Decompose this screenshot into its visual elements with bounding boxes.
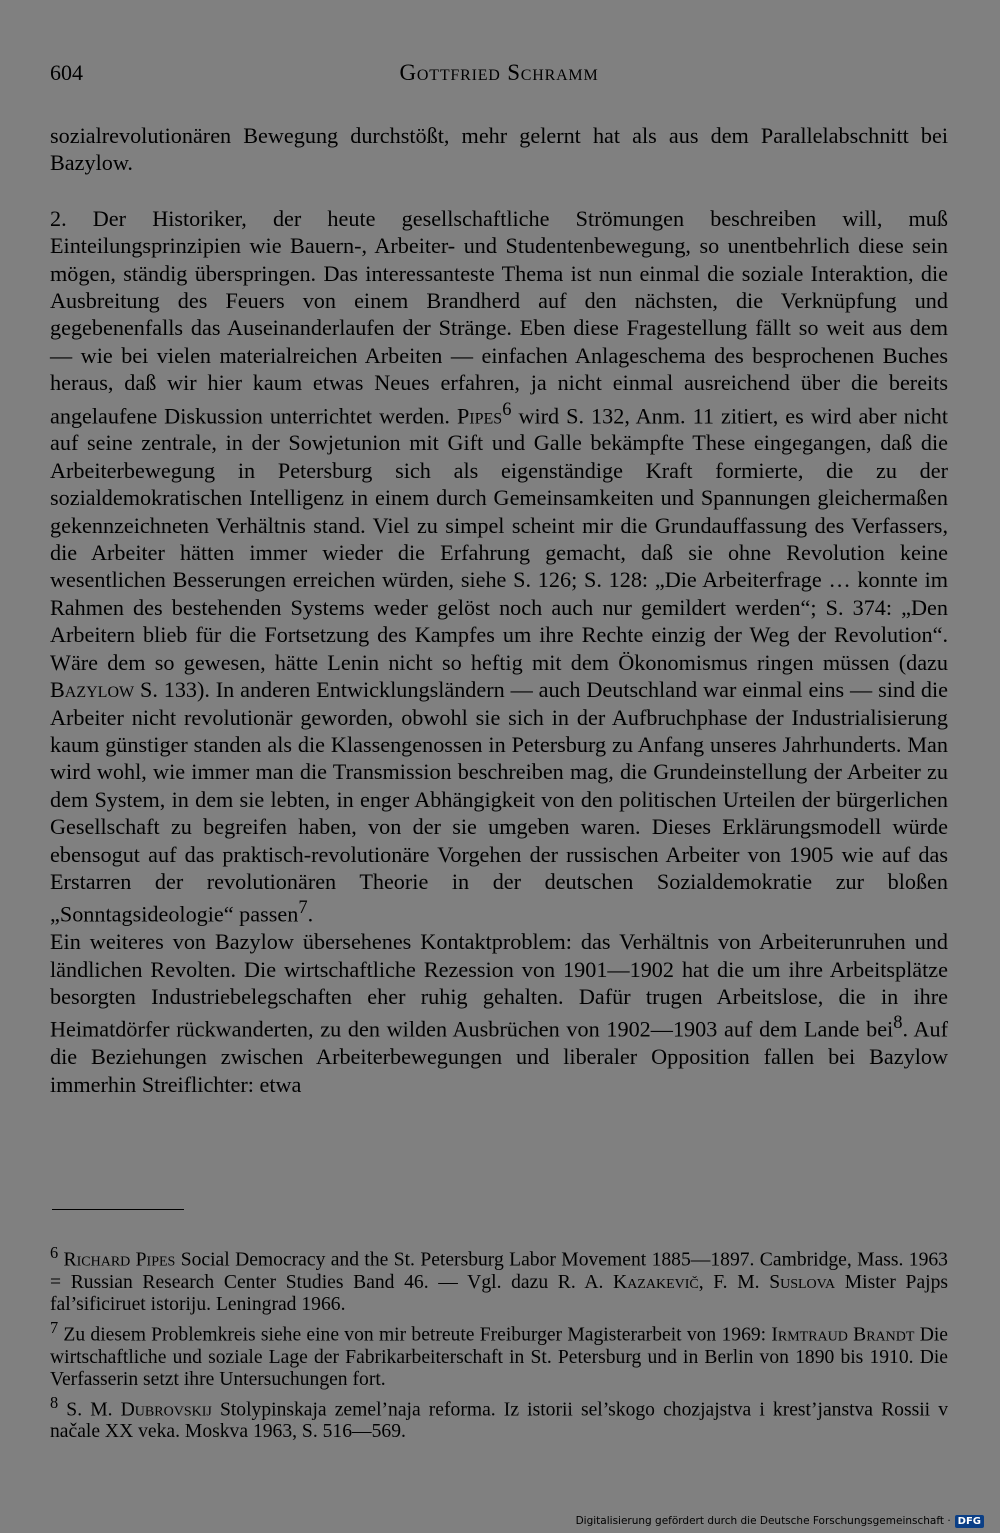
footnotes [50,1242,948,1444]
p2-end: . [307,901,314,927]
paragraph-2 [50,205,948,928]
digitization-credit [576,1514,984,1528]
dfg-logo-icon: DFG [955,1515,984,1528]
footnote-author: Irmtraud Brandt [771,1324,915,1346]
footnote-ref-8: 8 [893,1013,903,1034]
paragraph-continued: sozialrevolutionären Bewegung durchstößt, mehr gelernt hat als aus dem Parallelabschnitt bei Bazylow. [50,123,948,176]
footnote-separator [52,1209,184,1210]
page-number: 604 [50,60,83,85]
footnote-ref-6: 6 [502,399,512,420]
running-head-author: Gottfried Schramm [399,60,599,85]
footnote-7 [50,1317,948,1392]
footnote-author: Suslova [769,1271,836,1293]
footnote-text: Die wirtschaftliche und soziale Lage der Fabrikarbeiterschaft in St. Petersburg und in Berlin von 1890 bis 1910. Die Verfasserin setzt ihre Untersuchungen fort. [50,1324,948,1391]
footnote-6 [50,1242,948,1317]
author-name-pipes: Pipes [456,403,503,429]
footnote-ref-7: 7 [298,898,308,919]
credit-text: Digitalisierung gefördert durch die Deutsche Forschungsgemeinschaft · [575,1515,951,1527]
p2-text-1: 2. Der Historiker, der heute gesellschaftliche Strömungen beschreiben will, muß Einteilungsprinzipien wie Bauern-, Arbeiter- und Studentenbewegung, so unentbehrlich diese sein mögen, ständig überspringen. Das interessanteste Thema ist nun einmal die soziale Interaktion, die Ausbreitung des Feuers von einem Brandherd auf den nächsten, die Verknüpfung und gegebenenfalls das Auseinanderlaufen der Stränge. Eben diese Fragestellung fällt so weit aus dem — wie bei vielen materialreichen Arbeiten — einfachen Anlageschema des besprochenen Buches heraus, daß wir hier kaum etwas Neues erfahren, ja nicht einmal ausreichend über die bereits angelaufene Diskussion unterrichtet werden. [50,205,948,429]
p2-text-2: wird S. 132, Anm. 11 zitiert, es wird aber nicht auf seine zentrale, in der Sowjetunion mit Gift und Galle bekämpfte These eingegangen, daß die Arbeiterbewegung in Petersburg sich als eigenständige Kraft formierte, die zu der sozialdemokratischen Intelligenz in einem durch Gemeinsamkeiten und Spannungen gleichermaßen gekennzeichneten Verhältnis stand. Viel zu simpel scheint mir die Grundauffassung des Verfassers, die Arbeiter hätten immer wieder die Erfahrung gemacht, daß sie ohne Revolution keine wesentlichen Besserungen erreichen würden, siehe S. 126; S. 128: „Die Arbeiterfrage … konnte im Rahmen des bestehenden Systems weder gelöst noch auch nur gemildert werden“; S. 374: „Den Arbeitern blieb für die Fortsetzung des Kampfes um ihre Rechte einzig der Weg der Revolution“. Wäre dem so gewesen, hätte Lenin nicht so heftig mit dem Ökonomismus ringen müssen (dazu [50,403,948,675]
footnote-text: Social Democracy and the St. Petersburg Labor Movement 1885—1897. Cambridge, Mass. 1963 = Russian Research Center Studies Band 46. — Vgl. dazu R. A. [50,1249,948,1293]
footnote-text: Zu diesem Problemkreis siehe eine von mir betreute Freiburger Magisterarbeit von 1969: [63,1324,767,1346]
footnote-author: Kazakevič [613,1271,699,1293]
footnote-number: 7 [50,1317,59,1337]
running-header [50,56,948,90]
author-name-bazylow: Bazylow [50,677,135,703]
footnote-author: Dubrovskij [120,1399,212,1421]
p2-text-3: S. 133). In anderen Entwicklungsländern — auch Deutschland war einmal eins — sind die Arbeiter nicht revolutionär geworden, obwohl sie sich in der Aufbruchphase der Industrialisierung kaum günstiger standen als die Klassengenossen in Petersburg zu Anfang unseres Jahrhunderts. Man wird wohl, wie immer man die Transmission beschreiben mag, die Grundeinstellung der Arbeiter zu dem System, in dem sie lebten, in enger Abhängigkeit von den politischen Urteilen der bürgerlichen Gesellschaft zu begreifen haben, von der sie umgeben waren. Dieses Erklärungsmodell würde ebensogut auf das praktisch-revolutionäre Vorgehen der russischen Arbeiter von 1905 wie auf das Erstarren der revolutionären Theorie in der deutschen Sozialdemokratie zur bloßen „Sonntagsideologie“ passen [50,677,949,927]
p3-text-1: Ein weiteres von Bazylow übersehenes Kontaktproblem: das Verhältnis von Arbeiterunruhen und ländlichen Revolten. Die wirtschaftliche Rezession von 1901—1902 hat die um ihre Arbeitsplätze besorgten Industriebelegschaften eher ruhig gehalten. Dafür trugen Arbeitslose, die in ihre Heimatdörfer rückwanderten, zu den wilden Ausbrüchen von 1902—1903 auf dem Lande bei [50,929,948,1042]
footnote-8 [50,1392,948,1444]
footnote-text: Stolypinskaja zemel’naja reforma. Iz istorii sel’skogo chozjajstva i krest’janstva Rossii v načale XX veka. Moskva 1963, S. 516—569. [50,1399,949,1443]
p3-text-2: . Auf die Beziehungen zwischen Arbeiterbewegungen und liberaler Opposition fallen bei Bazylow immerhin Streiflichter: etwa [50,1016,948,1097]
footnote-number: 6 [50,1243,59,1262]
footnote-text: S. M. [66,1399,113,1421]
main-text [50,122,948,1098]
paragraph-3 [50,928,948,1098]
footnote-text: , F. M. [698,1271,760,1293]
footnote-author: Richard Pipes [63,1249,176,1271]
footnote-number: 8 [50,1392,59,1412]
footnote-text: Mister Pajps fal’sificiruet istoriju. Leningrad 1966. [50,1271,949,1316]
